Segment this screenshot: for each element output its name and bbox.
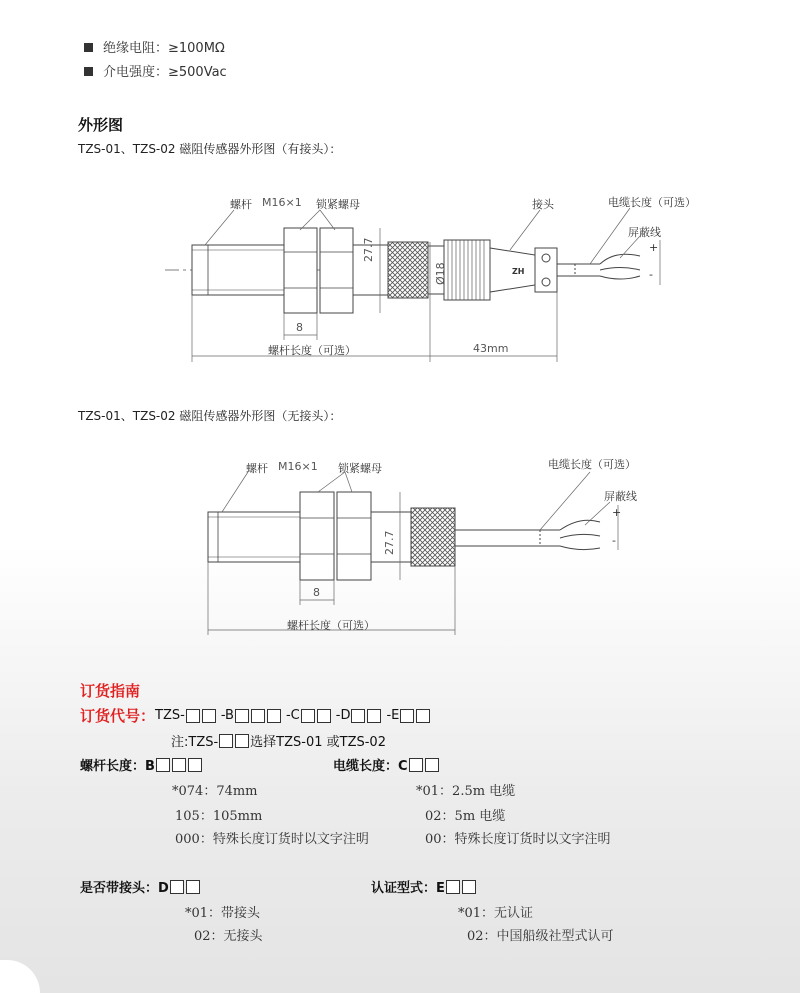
cable-option: *01：2.5m 电缆	[416, 784, 516, 799]
label-screw: 螺杆	[246, 462, 268, 475]
code-box	[172, 758, 186, 772]
label-plus: +	[612, 506, 622, 519]
label-thread: M16×1	[278, 460, 318, 473]
caption-without-connector: TZS-01、TZS-02 磁阻传感器外形图（无接头）：	[78, 409, 342, 423]
code-box	[446, 880, 460, 894]
label-cable-length: 电缆长度（可选）	[608, 196, 696, 209]
connector-option: *01：带接头	[185, 906, 261, 921]
dim-hex: 27.7	[362, 237, 375, 262]
spec-insulation: 绝缘电阻：≥100MΩ	[84, 37, 225, 56]
order-note: 注:TZS- 选择TZS-01 或TZS-02	[171, 735, 386, 750]
connector-heading: 是否带接头：D	[80, 877, 201, 896]
cert-option: *01：无认证	[458, 906, 534, 921]
cable-option: 00：特殊长度订货时以文字注明	[425, 832, 611, 847]
screw-length-heading: 螺杆长度：B	[80, 755, 203, 774]
dim-hex: 27.7	[383, 530, 396, 555]
code-box	[188, 758, 202, 772]
code-box	[186, 709, 200, 723]
spec-dielectric: 介电强度：≥500Vac	[84, 61, 227, 80]
order-guide-title: 订货指南	[80, 682, 141, 700]
code-box	[425, 758, 439, 772]
code-box	[156, 758, 170, 772]
label-screw-length: 螺杆长度（可选）	[268, 344, 356, 357]
code-box	[267, 709, 281, 723]
connector-option: 02：无接头	[194, 929, 263, 944]
screw-option: *074：74mm	[172, 784, 258, 799]
label-connector: 接头	[532, 198, 554, 211]
nut-2	[320, 228, 353, 313]
code-box	[351, 709, 365, 723]
code-box	[235, 709, 249, 723]
label-shield: 屏蔽线	[604, 490, 637, 503]
outline-heading: 外形图	[78, 116, 124, 134]
drawing-without-connector	[0, 450, 800, 640]
label-nut: 锁紧螺母	[338, 462, 382, 475]
dim-connector-length: 43mm	[473, 342, 509, 355]
code-box	[400, 709, 414, 723]
cable-option: 02：5m 电缆	[425, 809, 506, 824]
cable-length-heading: 电缆长度：C	[333, 755, 440, 774]
code-box	[367, 709, 381, 723]
code-box	[235, 734, 249, 748]
cert-option: 02：中国船级社型式认可	[467, 929, 614, 944]
code-box	[317, 709, 331, 723]
code-box	[251, 709, 265, 723]
code-box	[186, 880, 200, 894]
label-screw-length: 螺杆长度（可选）	[287, 619, 375, 632]
code-box	[202, 709, 216, 723]
code-box	[170, 880, 184, 894]
corner-decoration	[0, 960, 40, 993]
label-thread: M16×1	[262, 196, 302, 209]
code-box	[301, 709, 315, 723]
code-box	[416, 709, 430, 723]
nut-2	[337, 492, 371, 580]
code-box	[409, 758, 423, 772]
screw-option: 105：105mm	[175, 809, 263, 824]
nut-1	[300, 492, 334, 580]
nut-1	[284, 228, 317, 313]
label-shield: 屏蔽线	[628, 226, 661, 239]
svg-text:ZH: ZH	[512, 267, 525, 276]
dim-diameter: Ø18	[434, 262, 447, 285]
code-box	[462, 880, 476, 894]
code-box	[219, 734, 233, 748]
bullet-square-icon	[84, 43, 93, 52]
screw-option: 000：特殊长度订货时以文字注明	[175, 832, 369, 847]
label-plus: +	[649, 241, 659, 254]
knurled-section	[411, 508, 455, 566]
caption-with-connector: TZS-01、TZS-02 磁阻传感器外形图（有接头）：	[78, 142, 342, 156]
label-cable-length: 电缆长度（可选）	[548, 458, 636, 471]
cert-heading: 认证型式：E	[371, 877, 477, 896]
order-code-row: 订货代号： TZS- -B -C -D -E	[80, 705, 431, 726]
knurled-section	[388, 242, 428, 298]
order-code-label: 订货代号：	[80, 707, 156, 725]
label-minus: -	[612, 534, 616, 547]
label-nut: 锁紧螺母	[316, 198, 360, 211]
dim-nut: 8	[296, 321, 303, 334]
label-screw: 螺杆	[230, 198, 252, 211]
bullet-square-icon	[84, 67, 93, 76]
label-minus: -	[649, 268, 653, 281]
dim-nut: 8	[313, 586, 320, 599]
